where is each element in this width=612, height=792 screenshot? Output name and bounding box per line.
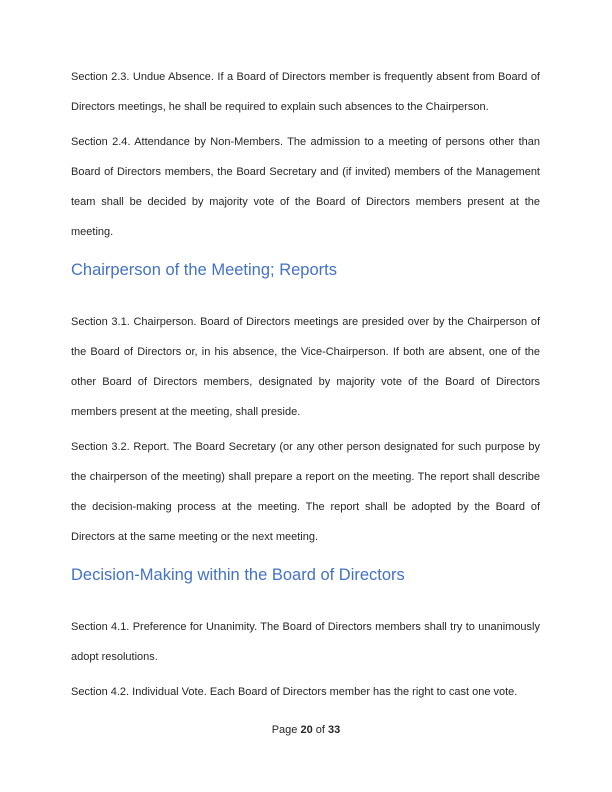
paragraph-section-3-1-chairperson: Section 3.1. Chairperson. Board of Directors meetings are presided over by the Chairperson of the Board of Directors or, in his absence, the Vice-Chairperson. If both are absent, one of the other Board of Directors members, designated by majority vote of the Board of Directors members present at the meeting, shall preside. — [71, 316, 540, 418]
page-footer — [0, 724, 612, 736]
heading-decision-making-within-the-board-of-directors: Decision-Making within the Board of Directors — [71, 566, 405, 584]
paragraph-section-4-2-individual-vote: Section 4.2. Individual Vote. Each Board of Directors member has the right to cast one vote. — [71, 686, 518, 698]
footer-page-total: 33 — [328, 724, 341, 736]
footer-label-page: Page — [271, 724, 298, 736]
heading-chairperson-of-the-meeting-reports: Chairperson of the Meeting; Reports — [71, 261, 337, 279]
footer-page-number: 20 — [300, 724, 313, 736]
paragraph-section-3-2-report: Section 3.2. Report. The Board Secretary (or any other person designated for such purpose by the chairperson of the meeting) shall prepare a report on the meeting. The report shall describe the decision-making process at the meeting. The report shall be adopted by the Board of Directors at the same meeting or the next meeting. — [71, 441, 540, 543]
document-body — [71, 62, 540, 712]
paragraph-section-4-1-preference-for-unanimity: Section 4.1. Preference for Unanimity. The Board of Directors members shall try to unanimously adopt resolutions. — [71, 621, 540, 663]
paragraph-section-2-4-attendance-by-non-members: Section 2.4. Attendance by Non-Members. The admission to a meeting of persons other than Board of Directors members, the Board Secretary and (if invited) members of the Management team shall be decided by majority vote of the Board of Directors members present at the meeting. — [71, 136, 540, 238]
paragraph-section-2-3-undue-absence: Section 2.3. Undue Absence. If a Board of Directors member is frequently absent from Board of Directors meetings, he shall be required to explain such absences to the Chairperson. — [71, 71, 540, 113]
footer-label-of: of — [315, 724, 325, 736]
